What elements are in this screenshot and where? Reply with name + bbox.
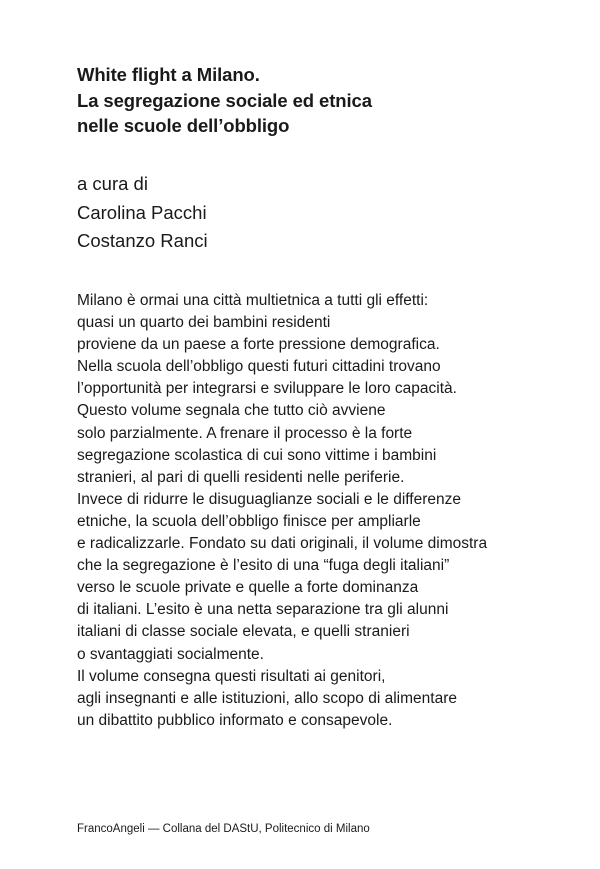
description-line: etniche, la scuola dell’obbligo finisce per ampliarle	[77, 512, 421, 530]
description-line: verso le scuole private e quelle a forte dominanza	[77, 579, 419, 597]
subtitle-line: nelle scuole dell’obbligo	[77, 115, 290, 136]
title-line: White flight a Milano.	[77, 64, 260, 85]
editor-name: Costanzo Ranci	[77, 230, 208, 251]
description-line: Milano è ormai una città multietnica a tutti gli effetti:	[77, 292, 429, 309]
description-line: solo parzialmente. A frenare il processo è la forte	[77, 424, 413, 442]
description-line: stranieri, al pari di quelli residenti nelle periferie.	[77, 468, 405, 486]
description-line: o svantaggiati socialmente.	[77, 645, 264, 663]
publisher-footer: FrancoAngeli — Collana del DAStU, Politecnico di Milano	[77, 823, 370, 835]
subtitle-line: La segregazione sociale ed etnica	[77, 89, 372, 111]
description-line: un dibattito pubblico informato e consapevole.	[77, 711, 393, 729]
book-title	[77, 62, 557, 139]
editor-name: Carolina Pacchi	[77, 201, 207, 223]
description-line: Nella scuola dell’obbligo questi futuri cittadini trovano	[77, 358, 441, 376]
editors-label: a cura di	[77, 173, 148, 194]
description-line: Questo volume segnala che tutto ciò avviene	[77, 402, 386, 420]
description-line: Invece di ridurre le disuguaglianze sociali e le differenze	[77, 490, 461, 508]
description-line: italiani di classe sociale elevata, e quelli stranieri	[77, 623, 410, 641]
description-line: l’opportunità per integrarsi e sviluppare le loro capacità.	[77, 380, 457, 398]
description-line: proviene da un paese a forte pressione demografica.	[77, 336, 440, 354]
description-line: agli insegnanti e alle istituzioni, allo scopo di alimentare	[77, 689, 457, 707]
description-line: che la segregazione è l’esito di una “fuga degli italiani”	[77, 557, 450, 575]
description-line: Il volume consegna questi risultati ai genitori,	[77, 667, 386, 685]
description-line: quasi un quarto dei bambini residenti	[77, 314, 331, 332]
description-line: e radicalizzarle. Fondato su dati originali, il volume dimostra	[77, 535, 488, 553]
editors-block	[77, 170, 557, 256]
description-paragraph	[77, 290, 547, 732]
description-line: segregazione scolastica di cui sono vittime i bambini	[77, 446, 437, 464]
description-line: di italiani. L’esito è una netta separazione tra gli alunni	[77, 601, 449, 619]
